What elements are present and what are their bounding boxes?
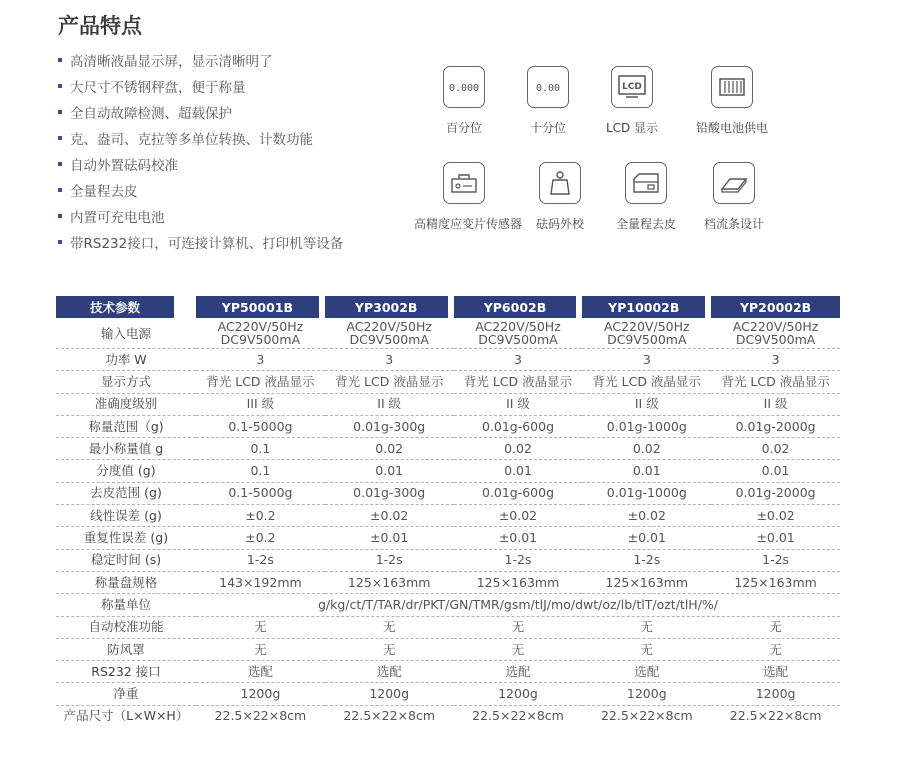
flow-strip-icon — [713, 162, 755, 204]
table-cell: 1-2s — [196, 550, 325, 572]
table-cell: 选配 — [711, 661, 840, 683]
table-cell: II 级 — [711, 394, 840, 416]
table-cell: 0.01 — [325, 460, 454, 482]
icon-cell: 0.00 十分位 — [498, 66, 598, 136]
table-cell: 125×163mm — [454, 572, 583, 594]
table-cell: ±0.01 — [325, 527, 454, 549]
table-cell: 无 — [711, 617, 840, 639]
sensor-icon — [443, 162, 485, 204]
table-row — [56, 416, 840, 438]
table-cell: 无 — [196, 639, 325, 661]
table-cell: 背光 LCD 液晶显示 — [454, 371, 583, 393]
table-cell: 1-2s — [454, 550, 583, 572]
svg-text:LCD: LCD — [622, 82, 642, 92]
table-cell: 背光 LCD 液晶显示 — [711, 371, 840, 393]
feature-item: 内置可充电电池 — [58, 203, 343, 229]
icon-cell: 砝码外校 — [510, 162, 610, 232]
table-cell: 0.1 — [196, 460, 325, 482]
bullet-icon — [58, 110, 62, 114]
section-title: 产品特点 — [58, 14, 142, 38]
table-row — [56, 661, 840, 683]
table-cell: 0.01g-1000g — [582, 483, 711, 505]
table-cell: 0.1 — [196, 438, 325, 460]
icon-cell: 铅酸电池供电 — [682, 66, 782, 136]
lcd-screen-icon — [611, 66, 653, 108]
table-cell: 22.5×22×8cm — [214, 708, 307, 724]
row-label: 防风罩 — [56, 639, 196, 661]
row-label: 功率 W — [56, 349, 196, 371]
table-row — [56, 550, 840, 572]
tare-icon — [625, 162, 667, 204]
table-cell: 125×163mm — [325, 572, 454, 594]
table-cell: 无 — [325, 617, 454, 639]
feature-item: 带RS232接口，可连接计算机、打印机等设备 — [58, 229, 343, 255]
table-cell: ±0.02 — [582, 505, 711, 527]
table-cell: ±0.02 — [454, 505, 583, 527]
table-cell: AC220V/50Hz DC9V500mA — [454, 318, 583, 349]
feature-item: 全量程去皮 — [58, 177, 343, 203]
table-cell: ±0.2 — [196, 505, 325, 527]
feature-list — [58, 47, 343, 255]
table-row — [56, 483, 840, 505]
table-cell: ±0.2 — [196, 527, 325, 549]
row-label: 显示方式 — [56, 371, 196, 393]
battery-icon — [711, 66, 753, 108]
table-cell: 22.5×22×8cm — [729, 708, 822, 724]
table-cell: 0.02 — [582, 438, 711, 460]
table-cell: 125×163mm — [582, 572, 711, 594]
table-row — [56, 527, 840, 549]
row-label: 输入电源 — [56, 318, 196, 349]
table-cell: 0.01g-2000g — [711, 483, 840, 505]
table-cell: 选配 — [196, 661, 325, 683]
table-cell: 0.01g-300g — [325, 416, 454, 438]
row-label: 线性误差 (g) — [56, 505, 196, 527]
row-label: 分度值 (g) — [56, 460, 196, 482]
calibration-weight-icon — [539, 162, 581, 204]
table-row — [56, 594, 840, 616]
row-label: 产品尺寸（L×W×H） — [63, 708, 189, 724]
table-cell: 无 — [454, 617, 583, 639]
bullet-icon — [58, 214, 62, 218]
table-cell: 无 — [711, 639, 840, 661]
table-cell: 1-2s — [325, 550, 454, 572]
row-label: 净重 — [56, 683, 196, 705]
table-row — [56, 349, 840, 371]
table-row — [56, 683, 840, 705]
table-cell: 22.5×22×8cm — [343, 708, 436, 724]
row-label: 称量盘规格 — [56, 572, 196, 594]
bullet-icon — [58, 188, 62, 192]
table-cell: 0.02 — [454, 438, 583, 460]
table-cell: 0.1-5000g — [196, 483, 325, 505]
row-label: 重复性误差 (g) — [56, 527, 196, 549]
table-cell: 125×163mm — [711, 572, 840, 594]
table-cell: 0.01g-1000g — [582, 416, 711, 438]
table-cell: AC220V/50Hz DC9V500mA — [196, 318, 325, 349]
table-cell: 0.1-5000g — [196, 416, 325, 438]
table-header-label: 技术参数 — [56, 296, 196, 318]
table-cell: g/kg/ct/T/TAR/dr/PKT/GN/TMR/gsm/tlJ/mo/dwt/oz/lb/tlT/ozt/tlH/%/ — [196, 594, 840, 616]
model-header: YP20002B — [711, 296, 840, 318]
feature-icon-grid — [414, 62, 794, 242]
table-cell: 0.01 — [454, 460, 583, 482]
table-cell: 0.01g-2000g — [711, 416, 840, 438]
table-cell: 1200g — [325, 683, 454, 705]
feature-item: 自动外置砝码校准 — [58, 151, 343, 177]
table-cell: 背光 LCD 液晶显示 — [325, 371, 454, 393]
table-cell: 0.01g-600g — [454, 416, 583, 438]
table-cell: 0.02 — [325, 438, 454, 460]
table-cell: 0.01 — [582, 460, 711, 482]
table-row — [56, 394, 840, 416]
table-cell: 1-2s — [582, 550, 711, 572]
table-cell: ±0.01 — [711, 527, 840, 549]
table-cell: II 级 — [325, 394, 454, 416]
table-row — [56, 371, 840, 393]
table-row — [56, 438, 840, 460]
icon-cell: 档流条设计 — [684, 162, 784, 232]
table-cell: ±0.02 — [711, 505, 840, 527]
table-cell: 0.01g-300g — [325, 483, 454, 505]
table-cell: 1200g — [711, 683, 840, 705]
row-label: RS232 接口 — [56, 661, 196, 683]
display-digits-icon — [527, 66, 569, 108]
bullet-icon — [58, 240, 62, 244]
table-cell: AC220V/50Hz DC9V500mA — [711, 318, 840, 349]
svg-text:0.000: 0.000 — [448, 83, 480, 94]
model-header: YP3002B — [325, 296, 454, 318]
table-header-row — [56, 296, 840, 318]
table-row — [56, 318, 840, 349]
bullet-icon — [58, 136, 62, 140]
table-cell: 背光 LCD 液晶显示 — [582, 371, 711, 393]
icon-cell: 全量程去皮 — [596, 162, 696, 232]
feature-item: 克、盎司、克拉等多单位转换、计数功能 — [58, 125, 343, 151]
feature-item: 大尺寸不锈钢秤盘，便于称量 — [58, 73, 343, 99]
table-cell: 无 — [582, 639, 711, 661]
table-cell: 无 — [454, 639, 583, 661]
table-cell: 选配 — [325, 661, 454, 683]
table-cell: 22.5×22×8cm — [600, 708, 693, 724]
row-label: 稳定时间 (s) — [56, 550, 196, 572]
table-cell: 3 — [325, 349, 454, 371]
bullet-icon — [58, 84, 62, 88]
table-cell: II 级 — [454, 394, 583, 416]
table-row — [56, 617, 840, 639]
table-cell: 1200g — [582, 683, 711, 705]
feature-item: 全自动故障检测、超载保护 — [58, 99, 343, 125]
table-row — [56, 505, 840, 527]
table-cell: 1200g — [454, 683, 583, 705]
table-cell: III 级 — [196, 394, 325, 416]
table-cell: AC220V/50Hz DC9V500mA — [582, 318, 711, 349]
feature-item: 高清晰液晶显示屏，显示清晰明了 — [58, 47, 343, 73]
model-header: YP6002B — [454, 296, 583, 318]
row-label: 称量范围（g) — [56, 416, 196, 438]
table-cell: 无 — [582, 617, 711, 639]
row-label: 最小称量值 g — [56, 438, 196, 460]
table-cell: 22.5×22×8cm — [472, 708, 564, 724]
table-row — [56, 460, 840, 482]
icon-cell: 0.000 百分位 — [414, 66, 514, 136]
table-cell: 3 — [582, 349, 711, 371]
table-cell: 0.01 — [711, 460, 840, 482]
icon-cell: 高精度应变片传感器 — [414, 162, 514, 232]
table-cell: 选配 — [582, 661, 711, 683]
model-header: YP50001B — [196, 296, 325, 318]
table-cell: ±0.02 — [325, 505, 454, 527]
table-cell: 无 — [196, 617, 325, 639]
bullet-icon — [58, 58, 62, 62]
table-row — [56, 639, 840, 661]
row-label: 称量单位 — [56, 594, 196, 616]
row-label: 去皮范围 (g) — [56, 483, 196, 505]
row-label: 自动校准功能 — [56, 617, 196, 639]
row-label: 准确度级别 — [56, 394, 196, 416]
table-cell: 无 — [325, 639, 454, 661]
table-cell: 3 — [711, 349, 840, 371]
table-cell: 0.01g-600g — [454, 483, 583, 505]
table-cell: 1-2s — [711, 550, 840, 572]
icon-cell: LCD LCD 显示 — [582, 66, 682, 136]
table-cell: 143×192mm — [196, 572, 325, 594]
model-header: YP10002B — [582, 296, 711, 318]
table-cell: 3 — [196, 349, 325, 371]
table-cell: AC220V/50Hz DC9V500mA — [325, 318, 454, 349]
table-cell: 背光 LCD 液晶显示 — [196, 371, 325, 393]
table-cell: II 级 — [582, 394, 711, 416]
table-cell: ±0.01 — [582, 527, 711, 549]
bullet-icon — [58, 162, 62, 166]
table-cell: 0.02 — [711, 438, 840, 460]
table-row — [56, 706, 840, 727]
spec-table — [56, 296, 840, 727]
table-cell: 选配 — [454, 661, 583, 683]
table-row — [56, 572, 840, 594]
table-cell: 1200g — [196, 683, 325, 705]
display-digits-icon — [443, 66, 485, 108]
table-cell: ±0.01 — [454, 527, 583, 549]
svg-text:0.00: 0.00 — [535, 83, 561, 94]
table-cell: 3 — [454, 349, 583, 371]
